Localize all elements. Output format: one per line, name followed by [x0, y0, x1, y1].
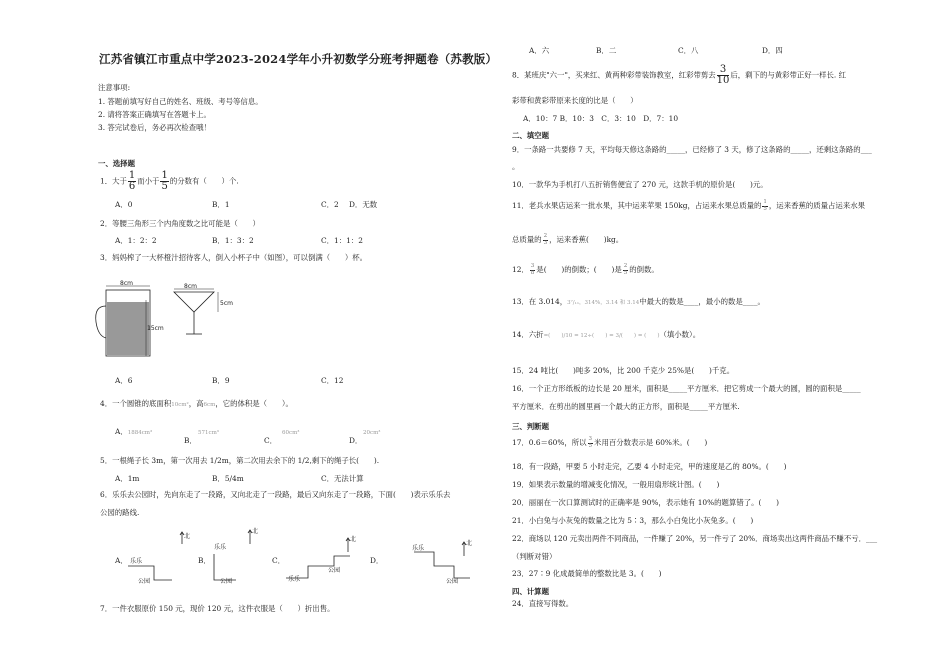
option-b[interactable]: B．5/4m [212, 474, 244, 483]
question-8-line2: 彩带和黄彩带原来长度的比是（ ） [512, 96, 638, 105]
question-11 [512, 200, 865, 212]
q17-text-post: 米用百分数表示是 60%米。( ) [594, 438, 708, 447]
question-2: 2．等腰三角形三个内角度数之比可能是（ ） [100, 219, 260, 228]
q8-fraction: $\frac{3}{10}$ [716, 64, 730, 86]
option-a[interactable]: A．6 [115, 376, 133, 385]
section-heading-calc: 四、计算题 [512, 587, 549, 596]
q12-text-mid: 是( )的倒数；( )是 [536, 265, 622, 274]
question-3: 3．妈妈榨了一大杯橙汁招待客人，倒入小杯子中（如图），可以倒满（ ）杯。 [100, 253, 368, 262]
note-item: 2. 请将答案正确填写在答题卡上。 [98, 110, 211, 119]
lele-label: 乐乐 [288, 576, 301, 583]
park-label: 公园 [138, 578, 151, 585]
route-d-path [414, 552, 470, 578]
section-heading-fill: 二、填空题 [512, 131, 549, 140]
question-16: 16．一个正方形纸板的边长是 20 厘米，面积是_____平方厘米．把它剪成一个最大的圆，圆的面积是_____ [512, 384, 861, 393]
q11-fraction-1: $\frac{1}{5}$ [763, 199, 767, 212]
q11-line2-post: ，运来香蕉( )kg。 [549, 235, 624, 244]
q1-fraction-1: $\frac{1}{6}$ [128, 170, 136, 192]
lele-label: 乐乐 [130, 558, 143, 565]
big-cup-width-label: 8cm [120, 280, 133, 287]
question-23: 23．27∶9 化成最简单的整数比是 3。( ) [512, 569, 662, 578]
q12-text-post: 的倒数。 [629, 265, 659, 274]
north-label: 北 [252, 528, 259, 535]
question-17 [512, 437, 707, 449]
option-c[interactable]: C． [272, 556, 286, 565]
question-10: 10．一款华为手机打八五折销售便宜了 270 元，这款手机的原价是( )元。 [512, 180, 768, 189]
option-a[interactable]: A．1m [115, 474, 140, 483]
park-label: 公园 [220, 578, 233, 585]
route-c-path [286, 556, 350, 578]
question-24: 24．直接写得数。 [512, 599, 574, 608]
page-title: 江苏省镇江市重点中学2023-2024学年小升初数学分班考押题卷（苏教版） [99, 52, 498, 66]
option-d[interactable]: D．无数 [349, 200, 378, 209]
option-d[interactable]: 20cm³ D． [349, 430, 381, 445]
option-a[interactable]: A． [115, 556, 128, 565]
option-c[interactable]: C．12 [321, 376, 344, 385]
question-14 [512, 331, 700, 340]
q8-text-post: 后，剩下的与黄彩带正好一样长. 红 [730, 70, 846, 80]
question-22: 22．商场以 120 元卖出两件不同商品，一件赚了 20%，另一件亏了 20%．商场卖出这两件商品不赚不亏．___ [512, 534, 878, 543]
q4-base-area: 10cm² [171, 402, 189, 408]
q13-numbers: 3⁷/₁₁，314%，3.14 和 3.14 [567, 300, 640, 306]
option-c[interactable]: C．2 [321, 200, 339, 209]
option-c[interactable]: 60cm³ C． [264, 430, 300, 445]
q14-equation: =( )/10 = 12÷( ) = 3/( ) = ( ) [543, 333, 660, 339]
question-9: 9．一条路一共要修 7 天，平均每天修这条路的_____，已经修了 3 天，修了这条路的_____，还剩这条路的___ [512, 145, 872, 154]
north-label: 北 [184, 533, 191, 540]
option-b[interactable]: B．9 [212, 376, 230, 385]
question-16-line2: 平方厘米．在剪出的圆里画一个最大的正方形，面积是_____平方厘米. [512, 402, 740, 411]
option-c[interactable]: C．八 [678, 46, 699, 55]
q17-text-pre: 17．0.6＝60%，所以 [512, 438, 587, 447]
section-heading-choice: 一、选择题 [98, 159, 135, 168]
q8-options[interactable]: A．10：7 B．10：3 C．3：10 D．7：10 [523, 114, 679, 123]
q13-text-pre: 13．在 3.014， [512, 297, 568, 306]
big-cup-height-label: 15cm [147, 325, 164, 332]
option-b[interactable]: B．1：3：2 [212, 236, 254, 245]
option-a[interactable]: A．0 [115, 200, 133, 209]
option-c[interactable]: C．1：1：2 [321, 236, 363, 245]
route-b-path [214, 554, 236, 580]
question-6-line2: 公园的路线. [100, 508, 140, 517]
q11-fraction-2: $\frac{2}{3}$ [543, 233, 548, 246]
q1-text-post: 的分数有（ ）个. [169, 176, 239, 186]
lele-label: 乐乐 [214, 544, 227, 551]
q11-text-post: ，运来香蕉的质量占运来水果 [768, 201, 865, 210]
q13-text-post: 中最大的数是____，最小的数是____。 [639, 297, 765, 306]
option-a[interactable]: A．1：2：2 [115, 236, 157, 245]
lele-label: 乐乐 [412, 545, 425, 552]
option-b[interactable]: 571cm³ B． [184, 430, 219, 445]
park-label: 公园 [328, 567, 341, 574]
option-d[interactable]: D． [370, 556, 384, 565]
question-19: 19．如果表示数量的增减变化情况，一般用扇形统计图。( ) [512, 480, 720, 489]
option-d[interactable]: D．四 [762, 46, 783, 55]
q11-line2-pre: 总质量的 [512, 235, 542, 244]
q17-fraction: $\frac{3}{5}$ [588, 436, 593, 449]
option-c[interactable]: C．无法计算 [321, 474, 364, 483]
q4-text-pre: 4．一个圆锥的底面积 [100, 399, 172, 408]
question-15: 15．24 吨比( )吨多 20%，比 200 千克少 25%是( )千克。 [512, 366, 735, 375]
q1-text-pre: 1．大于 [100, 176, 127, 186]
north-label: 北 [466, 540, 473, 547]
question-11-line2 [512, 234, 623, 246]
q12-fraction-2: $\frac{2}{5}$ [623, 263, 628, 276]
question-9-end: 。 [512, 162, 520, 171]
q1-fraction-2: $\frac{1}{5}$ [161, 170, 168, 192]
note-item: 1. 答题前填写好自己的姓名、班级、考号等信息。 [98, 97, 263, 106]
q4-text-post: ，它的体积是（ ）。 [215, 399, 293, 408]
question-6: 6．乐乐去公园时，先向东走了一段路，又向北走了一段路，最后又向东走了一段路，下面( )表示乐乐去 [100, 490, 451, 499]
question-18: 18．有一段路，甲要 5 小时走完，乙要 4 小时走完，甲的速度是乙的 80%。( ) [512, 462, 787, 471]
notes-heading: 注意事项: [98, 83, 131, 92]
question-20: 20．丽丽在一次口算测试时的正确率是 90%，表示她有 10%的题算错了。( ) [512, 498, 780, 507]
option-b[interactable]: B．1 [212, 200, 230, 209]
question-21: 21．小白兔与小灰兔的数量之比为 5∶3，那么小白兔比小灰兔多。( ) [512, 516, 754, 525]
option-b[interactable]: B．二 [596, 46, 617, 55]
section-heading-judge: 三、判断题 [512, 422, 549, 431]
q8-text-pre: 8．某班庆"六一"，买来红、黄两种彩带装饰教室，红彩带剪去 [512, 70, 716, 80]
question-8 [512, 65, 846, 86]
q4-height: 6cm [203, 402, 216, 408]
q14-text-pre: 14．六折 [512, 330, 544, 339]
q14-text-post: （填小数）。 [659, 330, 701, 339]
north-label: 北 [350, 536, 357, 543]
q4-text-mid: ，高 [188, 399, 204, 408]
question-5: 5．一根绳子长 3m，第一次用去 1/2m，第二次用去余下的 1/2,剩下的绳子长( ). [100, 456, 380, 465]
note-item: 3. 答完试卷后，务必再次检查哦！ [98, 123, 211, 132]
question-12 [512, 264, 659, 276]
q1-text-mid: 而小于 [137, 176, 160, 186]
option-b[interactable]: B． [198, 556, 211, 565]
question-22-line2: （判断对错） [512, 552, 557, 561]
small-cup-height-label: 5cm [220, 300, 233, 307]
q11-text-pre: 11．老兵水果店运来一批水果，其中运来苹果 150kg，占运来水果总质量的 [512, 201, 762, 210]
q12-text-pre: 12． [512, 265, 529, 274]
question-7: 7．一件衣服原价 150 元，现价 120 元，这件衣服是（ ）折出售。 [100, 604, 335, 613]
question-13 [512, 298, 765, 307]
park-label: 公园 [446, 578, 459, 585]
option-a[interactable]: A．六 [529, 46, 550, 55]
q12-fraction-1: $\frac{3}{8}$ [530, 263, 535, 276]
small-cup-width-label: 8cm [184, 283, 197, 290]
option-a[interactable]: A．1884cm³ [115, 427, 153, 436]
route-diagrams [98, 0, 498, 672]
